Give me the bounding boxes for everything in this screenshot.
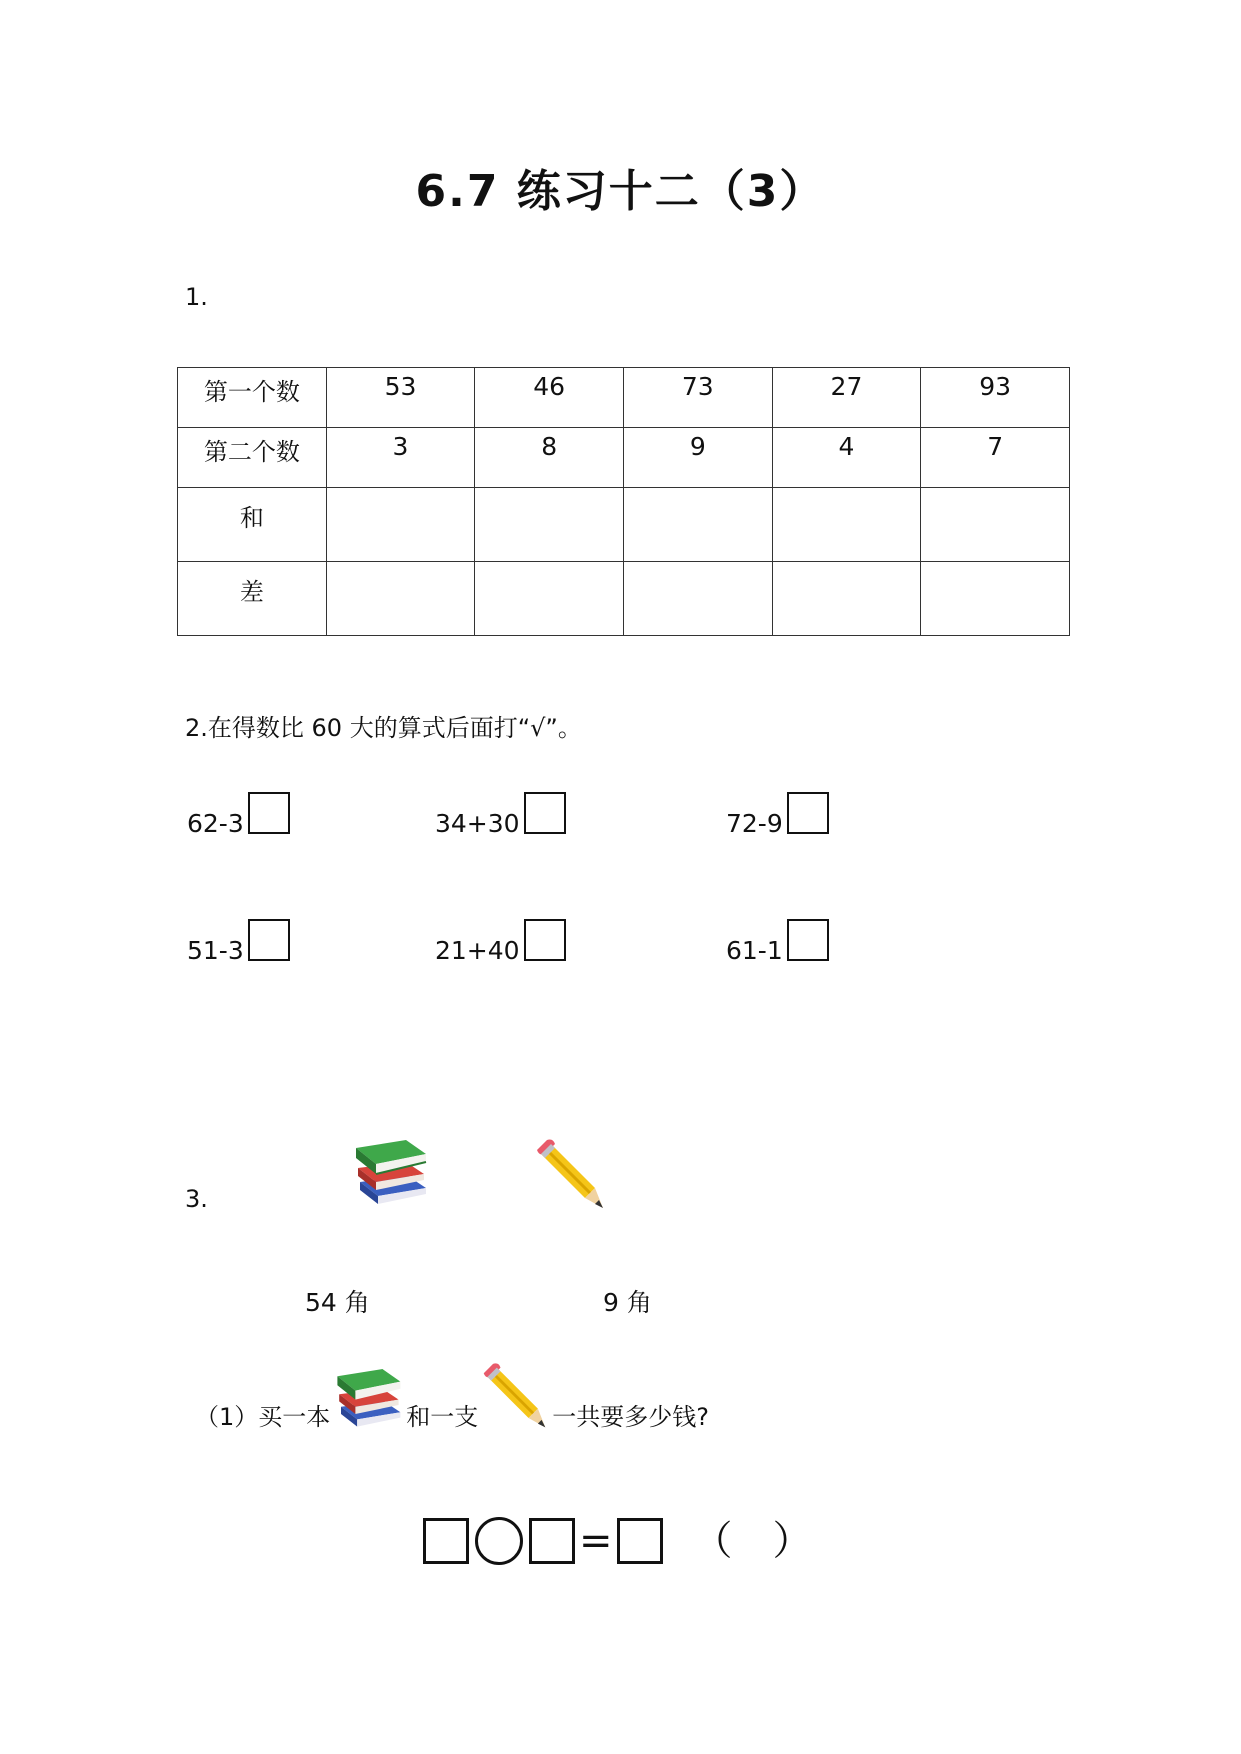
question-1-number: 1. [185, 283, 208, 311]
table-cell: 73 [623, 368, 772, 428]
table-cell: 9 [623, 428, 772, 488]
equals-sign: = [579, 1518, 613, 1564]
unit-paren-close: ） [772, 1518, 813, 1564]
expression-text: 61-1 [726, 936, 783, 965]
answer-cell[interactable] [921, 488, 1070, 562]
answer-cell[interactable] [623, 488, 772, 562]
answer-box[interactable] [529, 1518, 575, 1564]
books-icon [332, 1360, 404, 1432]
expression-item [726, 796, 829, 838]
answer-box[interactable] [423, 1518, 469, 1564]
check-box[interactable] [787, 792, 829, 834]
check-box[interactable] [524, 792, 566, 834]
table-cell: 27 [772, 368, 921, 428]
sub-question-text: 一共要多少钱? [552, 1403, 710, 1431]
sub-question-text: （1）买一本 [195, 1403, 331, 1431]
books-icon [350, 1130, 430, 1210]
table-cell: 8 [475, 428, 624, 488]
page-title: 6.7 练习十二（3） [415, 166, 826, 217]
check-box[interactable] [248, 919, 290, 961]
row-label: 差 [178, 562, 327, 636]
table-cell: 4 [772, 428, 921, 488]
table-cell: 93 [921, 368, 1070, 428]
expression-text: 51-3 [187, 936, 244, 965]
table-cell: 3 [326, 428, 475, 488]
expression-text: 34+30 [435, 809, 520, 838]
answer-cell[interactable] [921, 562, 1070, 636]
check-box[interactable] [248, 792, 290, 834]
expression-item [726, 923, 829, 965]
answer-cell[interactable] [772, 562, 921, 636]
pencil-icon [480, 1362, 550, 1432]
table-cell: 53 [326, 368, 475, 428]
expression-item [187, 796, 290, 838]
pencil-icon [533, 1138, 608, 1213]
answer-cell[interactable] [475, 488, 624, 562]
table-row-difference [178, 562, 1070, 636]
answer-cell[interactable] [475, 562, 624, 636]
check-box[interactable] [787, 919, 829, 961]
question-2-prompt: 2.在得数比 60 大的算式后面打“√”。 [185, 714, 582, 742]
row-label: 和 [178, 488, 327, 562]
question-3-number: 3. [185, 1185, 208, 1213]
row-label: 第二个数 [178, 428, 327, 488]
books-price: 54 角 [305, 1288, 370, 1317]
expression-item [435, 796, 566, 838]
table-row-second-number [178, 428, 1070, 488]
unit-paren-open: （ [692, 1518, 733, 1564]
pencil-price: 9 角 [603, 1288, 652, 1317]
answer-cell[interactable] [326, 488, 475, 562]
answer-equation [423, 1517, 813, 1565]
table-cell: 46 [475, 368, 624, 428]
answer-box[interactable] [617, 1518, 663, 1564]
sub-question-text: 和一支 [406, 1403, 479, 1431]
expression-item [187, 923, 290, 965]
expression-text: 72-9 [726, 809, 783, 838]
answer-cell[interactable] [326, 562, 475, 636]
operator-circle[interactable] [475, 1517, 523, 1565]
check-box[interactable] [524, 919, 566, 961]
answer-cell[interactable] [623, 562, 772, 636]
expression-text: 62-3 [187, 809, 244, 838]
table-row-sum [178, 488, 1070, 562]
answer-cell[interactable] [772, 488, 921, 562]
table-cell: 7 [921, 428, 1070, 488]
expression-item [435, 923, 566, 965]
expression-text: 21+40 [435, 936, 520, 965]
row-label: 第一个数 [178, 368, 327, 428]
sum-difference-table [177, 367, 1070, 636]
table-row-first-number [178, 368, 1070, 428]
question-3-1 [195, 1360, 709, 1432]
